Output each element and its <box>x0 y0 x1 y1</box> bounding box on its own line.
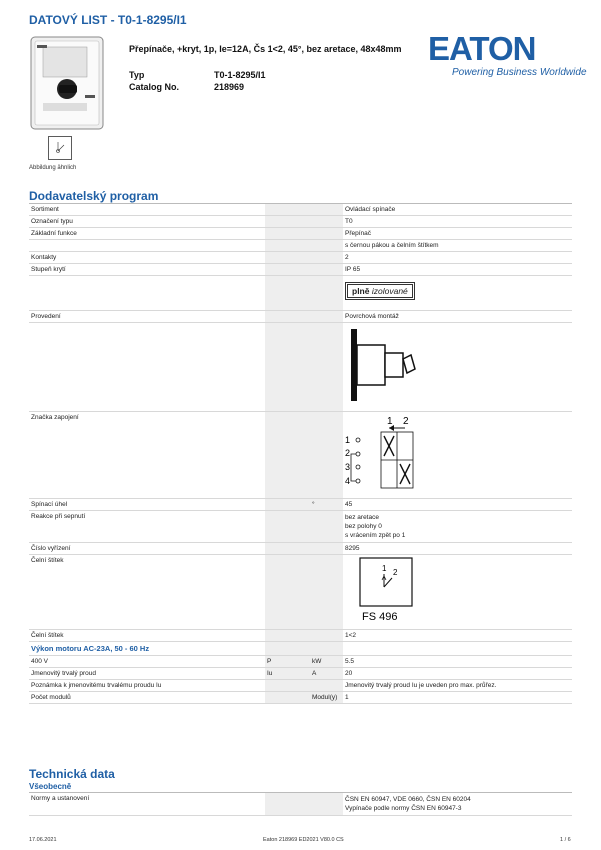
table-cell-unit-a <box>265 204 310 216</box>
table-cell-label: Počet modulů <box>29 692 265 704</box>
table-cell-label: Jmenovitý trvalý proud <box>29 668 265 680</box>
product-image <box>29 33 109 133</box>
table-row <box>29 252 572 264</box>
table-row <box>29 668 572 680</box>
table-cell-value: 20 <box>343 668 572 680</box>
table-row <box>29 680 572 692</box>
spec-table-main <box>29 204 572 704</box>
faceplate-text: FS 496 <box>362 611 398 623</box>
table-cell-unit-a <box>265 264 310 276</box>
faceplate-drawing <box>345 557 413 625</box>
spinaci-label: Spínací úhel <box>29 499 265 511</box>
table-cell-unit-b <box>310 204 343 216</box>
table-cell-unit-a <box>265 216 310 228</box>
wiring-position-label: 2 <box>403 416 409 427</box>
reakce-line: bez aretace <box>345 514 379 521</box>
subsection-vseobecne: Všeobecně <box>29 782 72 791</box>
table-cell-label: Stupeň krytí <box>29 264 265 276</box>
reakce-line: bez polohy 0 <box>345 523 382 530</box>
section-dodavatelsky: Dodavatelský program <box>29 189 159 203</box>
table-cell-unit-a: P <box>265 656 310 668</box>
table-cell-value: Přepínač <box>343 228 572 240</box>
table-cell-unit-a <box>265 228 310 240</box>
table-cell-unit-a <box>265 680 310 692</box>
table-cell-value: Jmenovitý trvalý proud Iu je uveden pro max. průřez. <box>343 680 572 692</box>
type-label: Typ <box>129 70 145 80</box>
table-cell-label: Poznámka k jmenovitému trvalému proudu Iu <box>29 680 265 692</box>
catalog-label: Catalog No. <box>129 82 180 92</box>
norms-line: Vypínače podle normy ČSN EN 60947-3 <box>345 805 462 812</box>
reakce-label: Reakce při sepnutí <box>29 511 265 543</box>
table-cell-value: Ovládací spínače <box>343 204 572 216</box>
table-row <box>29 511 572 543</box>
table-cell-unit-b <box>310 264 343 276</box>
wiring-terminal-label: 2 <box>345 448 351 458</box>
table-row <box>29 642 572 656</box>
table-cell-label: Základní funkce <box>29 228 265 240</box>
table-cell-value: T0 <box>343 216 572 228</box>
type-value: T0-1-8295/I1 <box>214 70 266 80</box>
table-cell-label: Kontakty <box>29 252 265 264</box>
table-row <box>29 240 572 252</box>
section-technicka: Technická data <box>29 767 115 781</box>
celni2-label: Čelní štítek <box>29 630 265 642</box>
table-cell-unit-a <box>265 692 310 704</box>
spinaci-value: 45 <box>343 499 572 511</box>
norms-label: Normy a ustanovení <box>29 793 265 816</box>
badge-italic-text: izolované <box>371 286 408 296</box>
wiring-terminal-label: 3 <box>345 462 351 472</box>
table-row <box>29 228 572 240</box>
table-cell-unit-b <box>310 680 343 692</box>
provedeni-value: Povrchová montáž <box>343 311 572 323</box>
table-row <box>29 311 572 323</box>
spec-table-tech <box>29 793 572 816</box>
footer-date: 17.06.2021 <box>29 837 57 843</box>
image-caption: Abbildung ähnlich <box>29 165 77 171</box>
table-cell-value: 5.5 <box>343 656 572 668</box>
table-row <box>29 412 572 499</box>
table-cell-unit-a <box>265 240 310 252</box>
table-row <box>29 543 572 555</box>
surface-mount-drawing <box>345 325 425 405</box>
table-cell-unit-b <box>310 228 343 240</box>
wiring-terminal-label: 4 <box>345 476 351 486</box>
table-cell-unit-a <box>265 252 310 264</box>
document-title: DATOVÝ LIST - T0-1-8295/I1 <box>29 13 187 27</box>
table-cell-value: s černou pákou a čelním štítkem <box>343 240 572 252</box>
catalog-value: 218969 <box>214 82 245 92</box>
table-row <box>29 323 572 412</box>
table-cell-unit-b <box>310 216 343 228</box>
eaton-logo <box>428 30 538 66</box>
celni-label: Čelní štítek <box>29 555 265 630</box>
footer-doc-ref: Eaton 218969 ED2021 V80.0 CS <box>263 837 344 843</box>
table-row <box>29 555 572 630</box>
wiring-diagram <box>345 414 425 492</box>
table-cell-unit-b: kW <box>310 656 343 668</box>
wiring-terminal-label: 1 <box>345 435 351 445</box>
celni2-value: 1<2 <box>343 630 572 642</box>
table-row <box>29 793 572 816</box>
provedeni-label: Provedení <box>29 311 265 323</box>
spinaci-unit: ° <box>310 499 343 511</box>
table-row <box>29 692 572 704</box>
table-cell-label: 400 V <box>29 656 265 668</box>
reakce-line: s vrácením zpět po 1 <box>345 532 406 539</box>
badge-bold-text: plně <box>352 286 370 296</box>
table-row <box>29 656 572 668</box>
table-cell-label: Sortiment <box>29 204 265 216</box>
insulation-badge <box>345 282 415 300</box>
table-row <box>29 204 572 216</box>
table-row <box>29 630 572 642</box>
motor-title: Výkon motoru AC-23A, 50 - 60 Hz <box>29 642 265 656</box>
faceplate-position-label: 1 <box>382 564 387 573</box>
table-row <box>29 276 572 311</box>
wiring-position-label: 1 <box>387 416 393 427</box>
norms-line: ČSN EN 60947, VDE 0660, ČSN EN 60204 <box>345 796 471 803</box>
table-cell-unit-b: Modul(y) <box>310 692 343 704</box>
table-cell-label <box>29 240 265 252</box>
brand-tagline: Powering Business Worldwide <box>452 67 587 78</box>
table-cell-unit-a: Iu <box>265 668 310 680</box>
cislo-label: Číslo vyřízení <box>29 543 265 555</box>
table-cell-unit-b <box>310 252 343 264</box>
faceplate-position-label: 2 <box>393 568 398 577</box>
table-cell-label: Označení typu <box>29 216 265 228</box>
table-cell-value: IP 65 <box>343 264 572 276</box>
table-cell-value: 2 <box>343 252 572 264</box>
cislo-value: 8295 <box>343 543 572 555</box>
table-cell-unit-b <box>310 240 343 252</box>
table-row <box>29 264 572 276</box>
small-symbol-icon <box>48 136 72 160</box>
table-row <box>29 216 572 228</box>
product-subtitle: Přepínače, +kryt, 1p, Ie=12A, Čs 1<2, 45°, bez aretace, 48x48mm <box>129 44 402 54</box>
table-cell-unit-b: A <box>310 668 343 680</box>
table-row <box>29 499 572 511</box>
znacka-label: Značka zapojení <box>29 412 265 499</box>
logo-wordmark: EATON <box>428 30 536 66</box>
footer-page: 1 / 6 <box>560 837 571 843</box>
table-cell-value: 1 <box>343 692 572 704</box>
